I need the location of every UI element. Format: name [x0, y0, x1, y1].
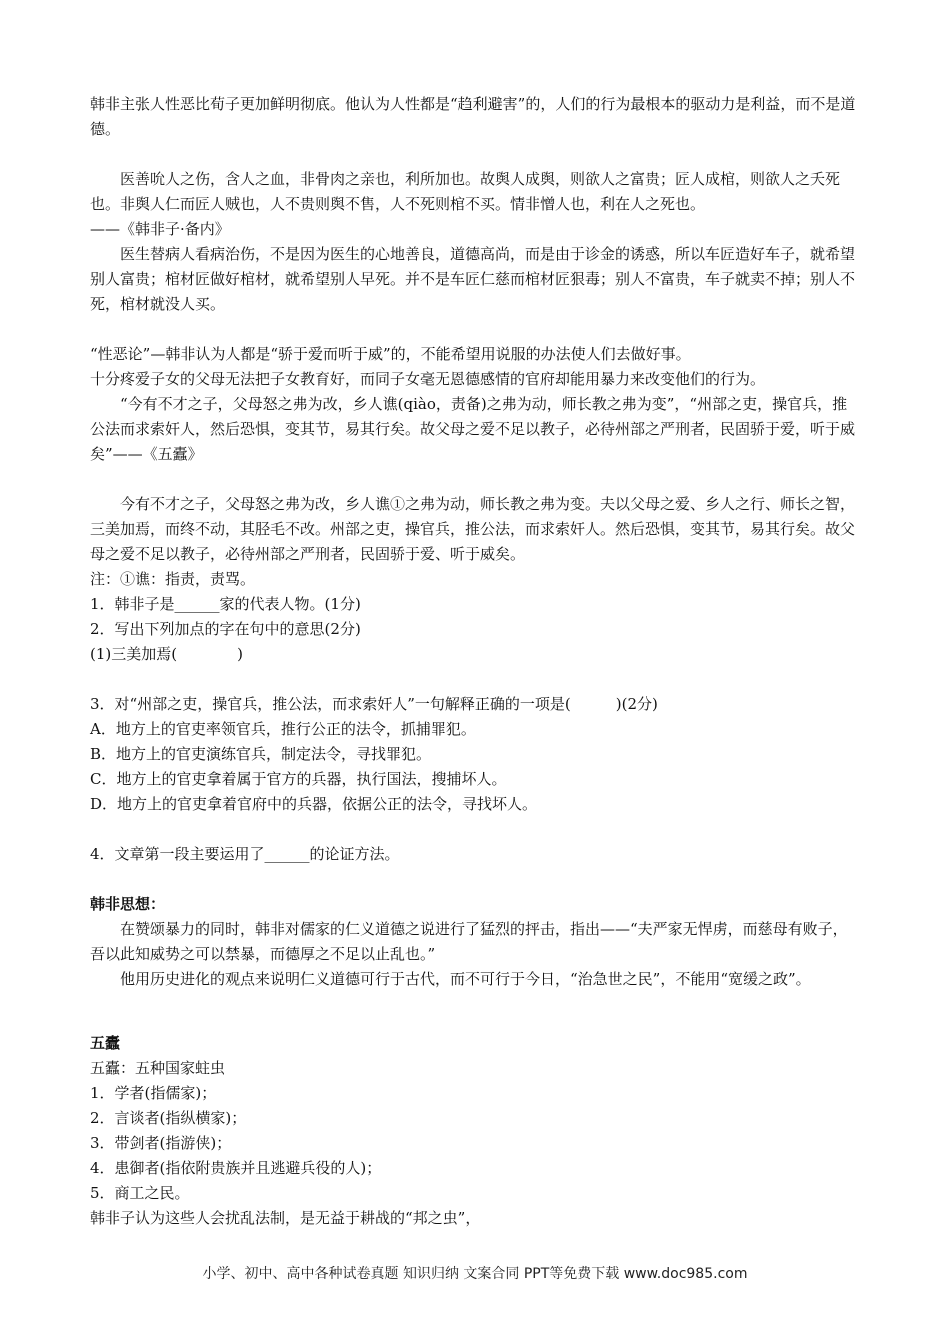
- question-3-option-b: B．地方上的官吏演练官兵，制定法令，寻找罪犯。: [90, 745, 432, 763]
- reading-passage: 今有不才之子，父母怒之弗为改，乡人谯①之弗为动，师长教之弗为变。夫以父母之爱、乡人之行、师长之智，三美加焉，而终不动，其胫毛不改。州部之吏，操官兵，推公法，而求索奸人。然后恐惧，变其节，易其行矣。故父母之爱不足以教子，必待州部之严刑者，民固骄于爱、听于威矣。: [90, 495, 856, 563]
- question-3-option-c: C．地方上的官吏拿着属于官方的兵器，执行国法，搜捕坏人。: [90, 770, 507, 788]
- xing-e-lun-line1: “性恶论”—韩非认为人都是“骄于爱而听于威”的，不能希望用说服的办法使人们去做好事。: [90, 345, 691, 363]
- quote-beinei-translation: 医生替病人看病治伤，不是因为医生的心地善良，道德高尚，而是由于诊金的诱惑，所以车匠造好车子，就希望别人富贵；棺材匠做好棺材，就希望别人早死。并不是车匠仁慈而棺材匠狠毒；别人不富贵，车子就卖不掉；别人不死，棺材就没人买。: [90, 245, 856, 313]
- wudu-item-2: 2．言谈者(指纵横家)；: [90, 1109, 247, 1127]
- quote-beinei-source: ——《韩非子·备内》: [90, 220, 230, 238]
- question-3-option-a: A．地方上的官吏率领官兵，推行公正的法令，抓捕罪犯。: [90, 720, 476, 738]
- section-title-hanfei: 韩非思想：: [90, 895, 166, 913]
- wudu-item-5: 5．商工之民。: [90, 1184, 190, 1202]
- passage-note: 注：①谯：指责，责骂。: [90, 570, 256, 588]
- wudu-conclusion: 韩非子认为这些人会扰乱法制，是无益于耕战的“邦之虫”，: [90, 1209, 481, 1227]
- wudu-item-3: 3．带剑者(指游侠)；: [90, 1134, 232, 1152]
- hanfei-paragraph-1: 在赞颂暴力的同时，韩非对儒家的仁义道德之说进行了猛烈的抨击，指出——“夫严家无悍虏，而慈母有败子，吾以此知威势之可以禁暴，而德厚之不足以止乱也。”: [90, 920, 848, 963]
- xing-e-lun-line2: 十分疼爱子女的父母无法把子女教育好，而同子女毫无恩德感情的官府却能用暴力来改变他们的行为。: [90, 370, 766, 388]
- question-1: 1．韩非子是______家的代表人物。(1分): [90, 595, 361, 613]
- wudu-definition: 五蠹：五种国家蛀虫: [90, 1059, 226, 1077]
- question-3: 3．对“州部之吏，操官兵，推公法，而求索奸人”一句解释正确的一项是( )(2分): [90, 695, 658, 713]
- page-footer: 小学、初中、高中各种试卷真题 知识归纳 文案合同 PPT等免费下载 www.doc985.com: [202, 1266, 748, 1282]
- section-title-wudu: 五蠹: [90, 1034, 121, 1052]
- document-body: [90, 92, 860, 1231]
- intro-paragraph: 韩非主张人性恶比荀子更加鲜明彻底。他认为人性都是“趋利避害”的，人们的行为最根本的驱动力是利益，而不是道德。: [90, 95, 856, 138]
- question-2: 2．写出下列加点的字在句中的意思(2分): [90, 620, 361, 638]
- quote-beinei: 医善吮人之伤，含人之血，非骨肉之亲也，利所加也。故舆人成舆，则欲人之富贵；匠人成棺，则欲人之夭死也。非舆人仁而匠人贼也，人不贵则舆不售，人不死则棺不买。情非憎人也，利在人之死也。: [90, 170, 841, 213]
- wudu-item-1: 1．学者(指儒家)；: [90, 1084, 217, 1102]
- question-2-item-1: (1)三美加焉( ): [90, 645, 243, 663]
- hanfei-paragraph-2: 他用历史进化的观点来说明仁义道德可行于古代，而不可行于今日，“治急世之民”，不能用“宽缓之政”。: [120, 970, 811, 988]
- quote-wudu: “今有不才之子，父母怒之弗为改，乡人谯(qiào，责备)之弗为动，师长教之弗为变”，“州部之吏，操官兵，推公法而求索奸人，然后恐惧，变其节，易其行矣。故父母之爱不足以教子，必待州部之严刑者，民固骄于爱，听于威矣”——《五蠹》: [90, 395, 856, 463]
- question-4: 4．文章第一段主要运用了______的论证方法。: [90, 845, 400, 863]
- wudu-item-4: 4．患御者(指依附贵族并且逃避兵役的人)；: [90, 1159, 382, 1177]
- question-3-option-d: D．地方上的官吏拿着官府中的兵器，依据公正的法令，寻找坏人。: [90, 795, 538, 813]
